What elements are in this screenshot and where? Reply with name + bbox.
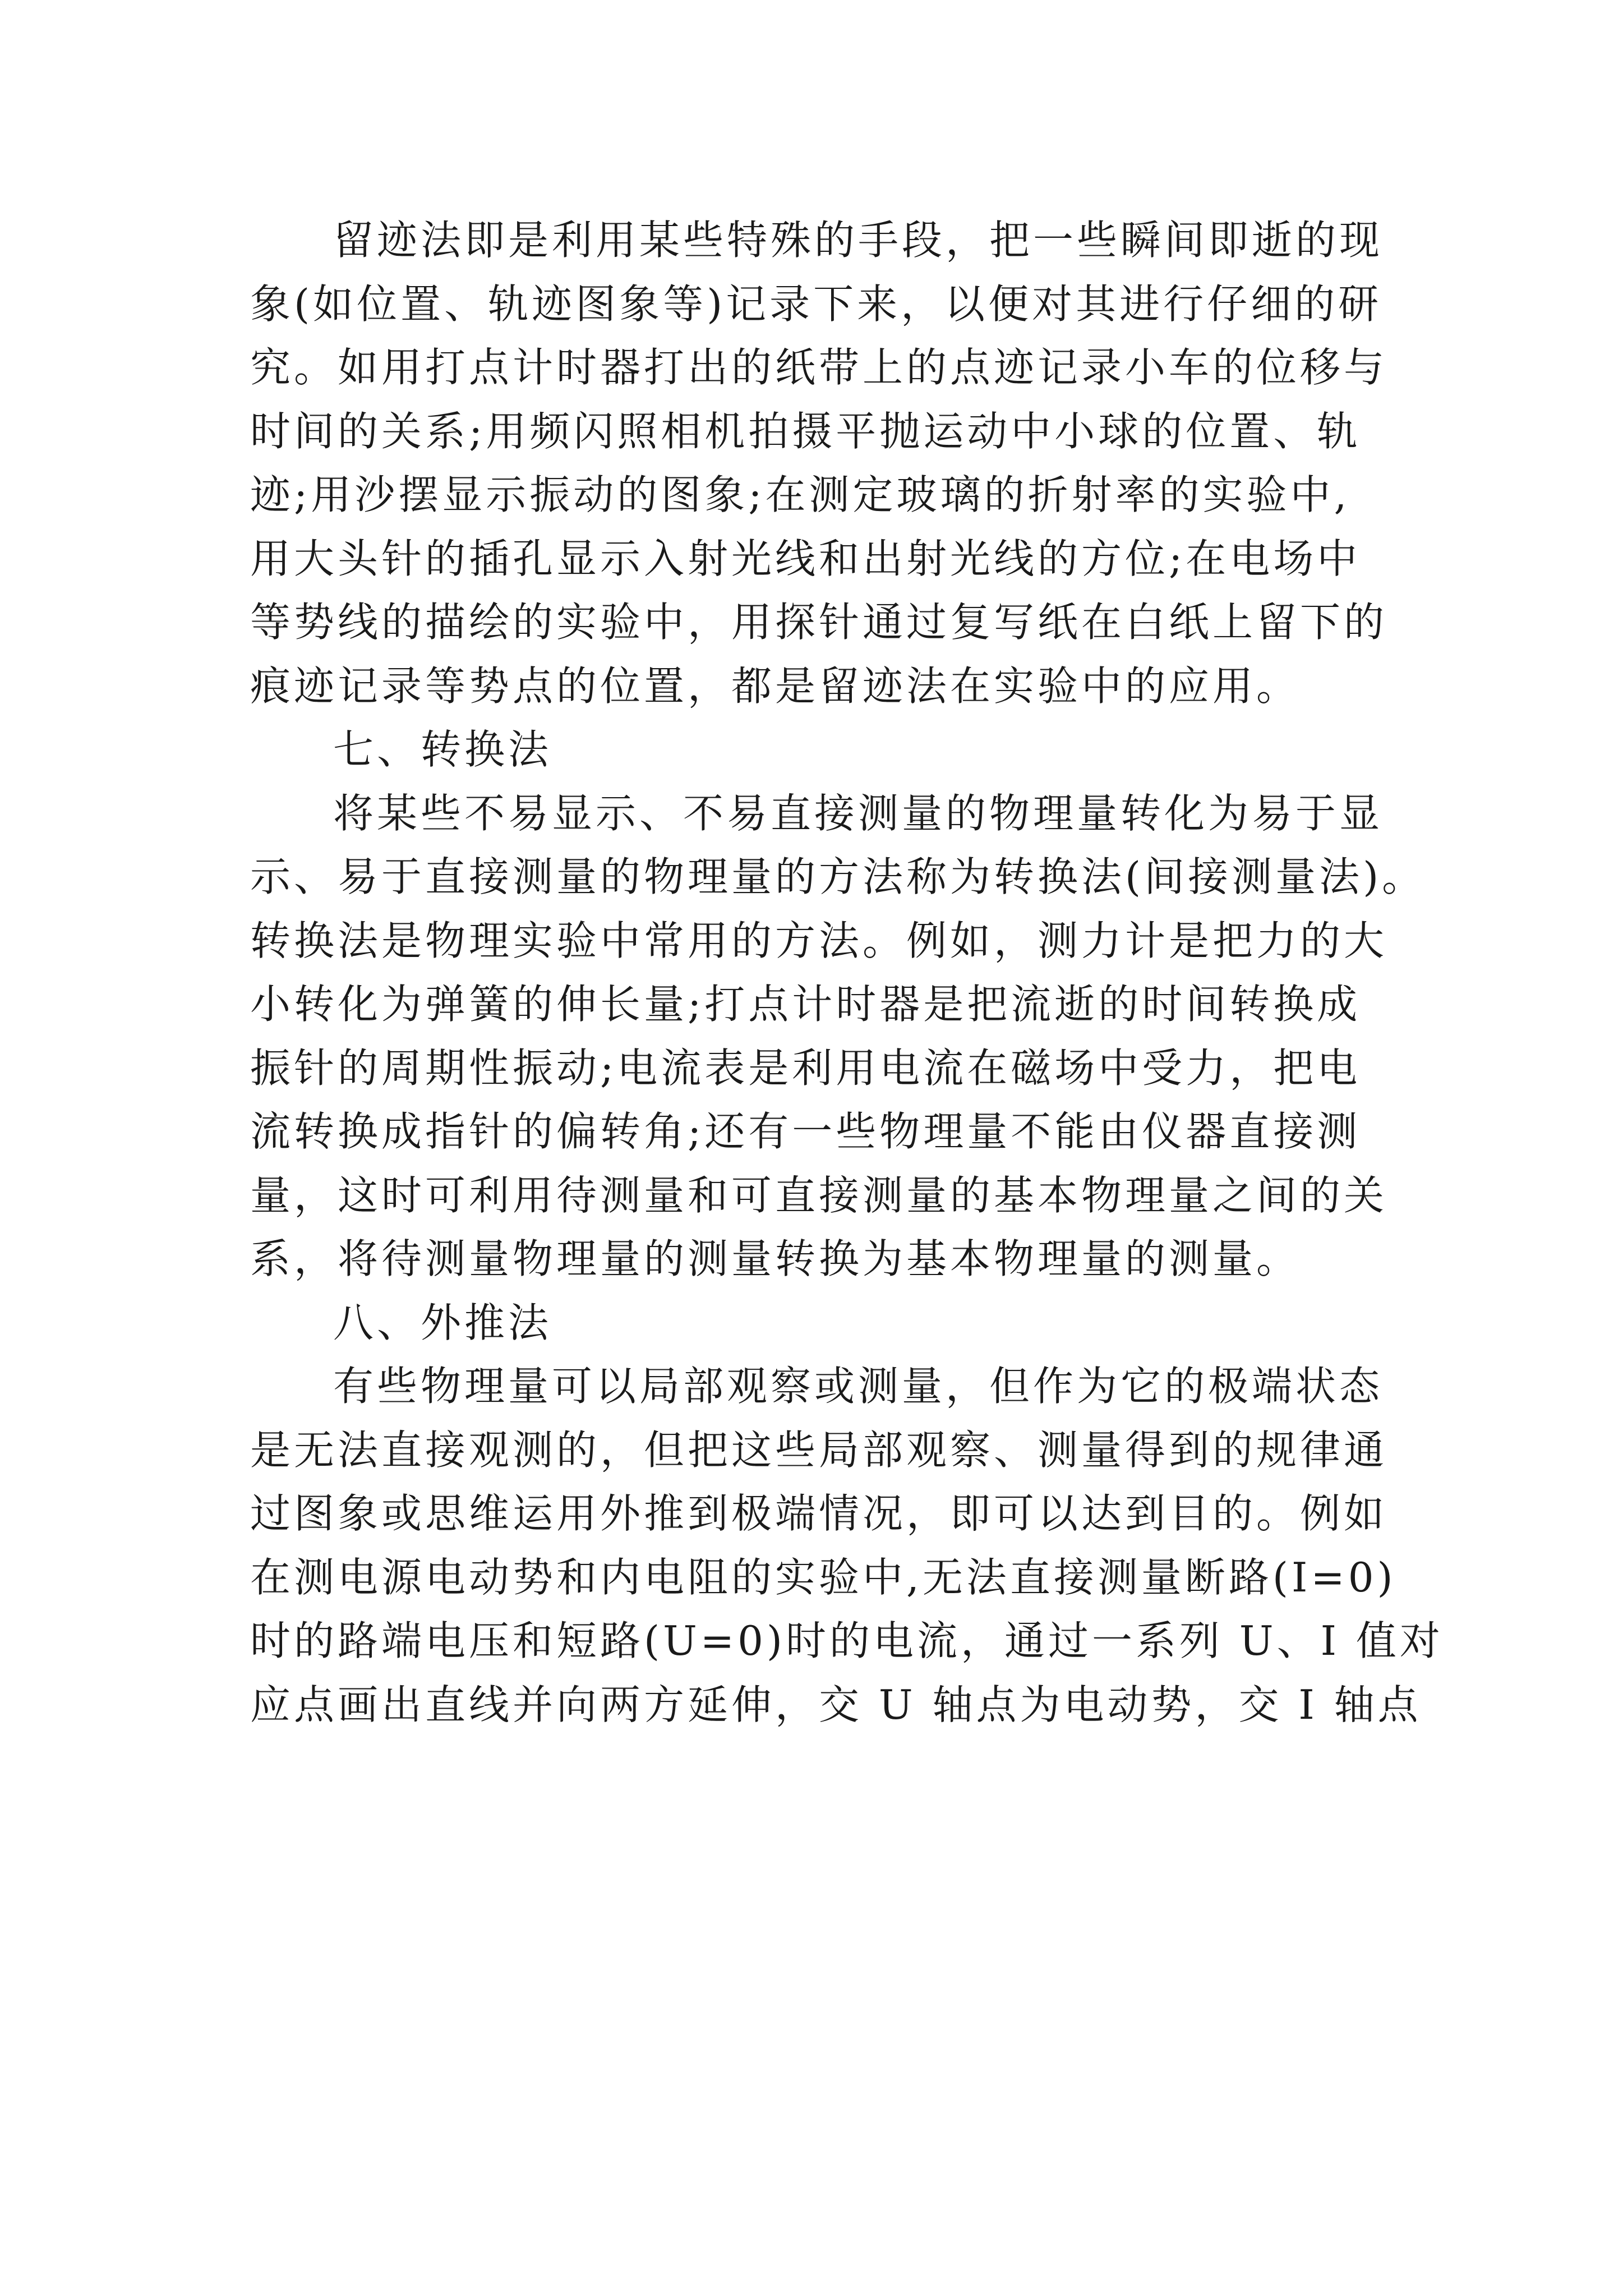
paragraph-line: 量，这时可利用待测量和可直接测量的基本物理量之间的关 <box>250 1171 1388 1219</box>
paragraph-line: 示、易于直接测量的物理量的方法称为转换法(间接测量法)。 <box>250 853 1426 900</box>
paragraph-line: 系，将待测量物理量的测量转换为基本物理量的测量。 <box>250 1235 1301 1282</box>
paragraph-line: 时间的关系;用频闪照相机拍摄平抛运动中小球的位置、轨 <box>250 407 1361 455</box>
paragraph-line: 等势线的描绘的实验中，用探针通过复写纸在白纸上留下的 <box>250 599 1388 646</box>
paragraph-line: 用大头针的插孔显示入射光线和出射光线的方位;在电场中 <box>250 535 1361 582</box>
paragraph-line: 有些物理量可以局部观察或测量，但作为它的极端状态 <box>333 1363 1384 1410</box>
paragraph-line: 究。如用打点计时器打出的纸带上的点迹记录小车的位移与 <box>250 344 1388 391</box>
paragraph-line: 应点画出直线并向两方延伸，交 U 轴点为电动势，交 I 轴点 <box>250 1681 1422 1728</box>
paragraph-line: 留迹法即是利用某些特殊的手段，把一些瞬间即逝的现 <box>333 217 1384 264</box>
section-heading-extrapolation-method: 八、外推法 <box>333 1299 552 1346</box>
paragraph-line: 将某些不易显示、不易直接测量的物理量转化为易于显 <box>333 789 1384 837</box>
paragraph-line: 迹;用沙摆显示振动的图象;在测定玻璃的折射率的实验中, <box>250 471 1350 518</box>
paragraph-line: 小转化为弹簧的伸长量;打点计时器是把流逝的时间转换成 <box>250 981 1361 1028</box>
document-body <box>250 209 1444 1737</box>
paragraph-line: 在测电源电动势和内电阻的实验中,无法直接测量断路(I=0) <box>250 1553 1396 1601</box>
paragraph-line: 转换法是物理实验中常用的方法。例如，测力计是把力的大 <box>250 917 1388 964</box>
paragraph-line: 过图象或思维运用外推到极端情况，即可以达到目的。例如 <box>250 1490 1388 1537</box>
paragraph-line: 流转换成指针的偏转角;还有一些物理量不能由仪器直接测 <box>250 1108 1361 1155</box>
paragraph-line: 痕迹记录等势点的位置，都是留迹法在实验中的应用。 <box>250 662 1301 710</box>
paragraph-line: 振针的周期性振动;电流表是利用电流在磁场中受力，把电 <box>250 1044 1361 1092</box>
section-heading-conversion-method: 七、转换法 <box>333 726 552 773</box>
paragraph-line: 时的路端电压和短路(U=0)时的电流，通过一系列 U、I 值对 <box>250 1617 1444 1664</box>
paragraph-line: 象(如位置、轨迹图象等)记录下来，以便对其进行仔细的研 <box>250 280 1382 328</box>
paragraph-line: 是无法直接观测的，但把这些局部观察、测量得到的规律通 <box>250 1426 1388 1474</box>
